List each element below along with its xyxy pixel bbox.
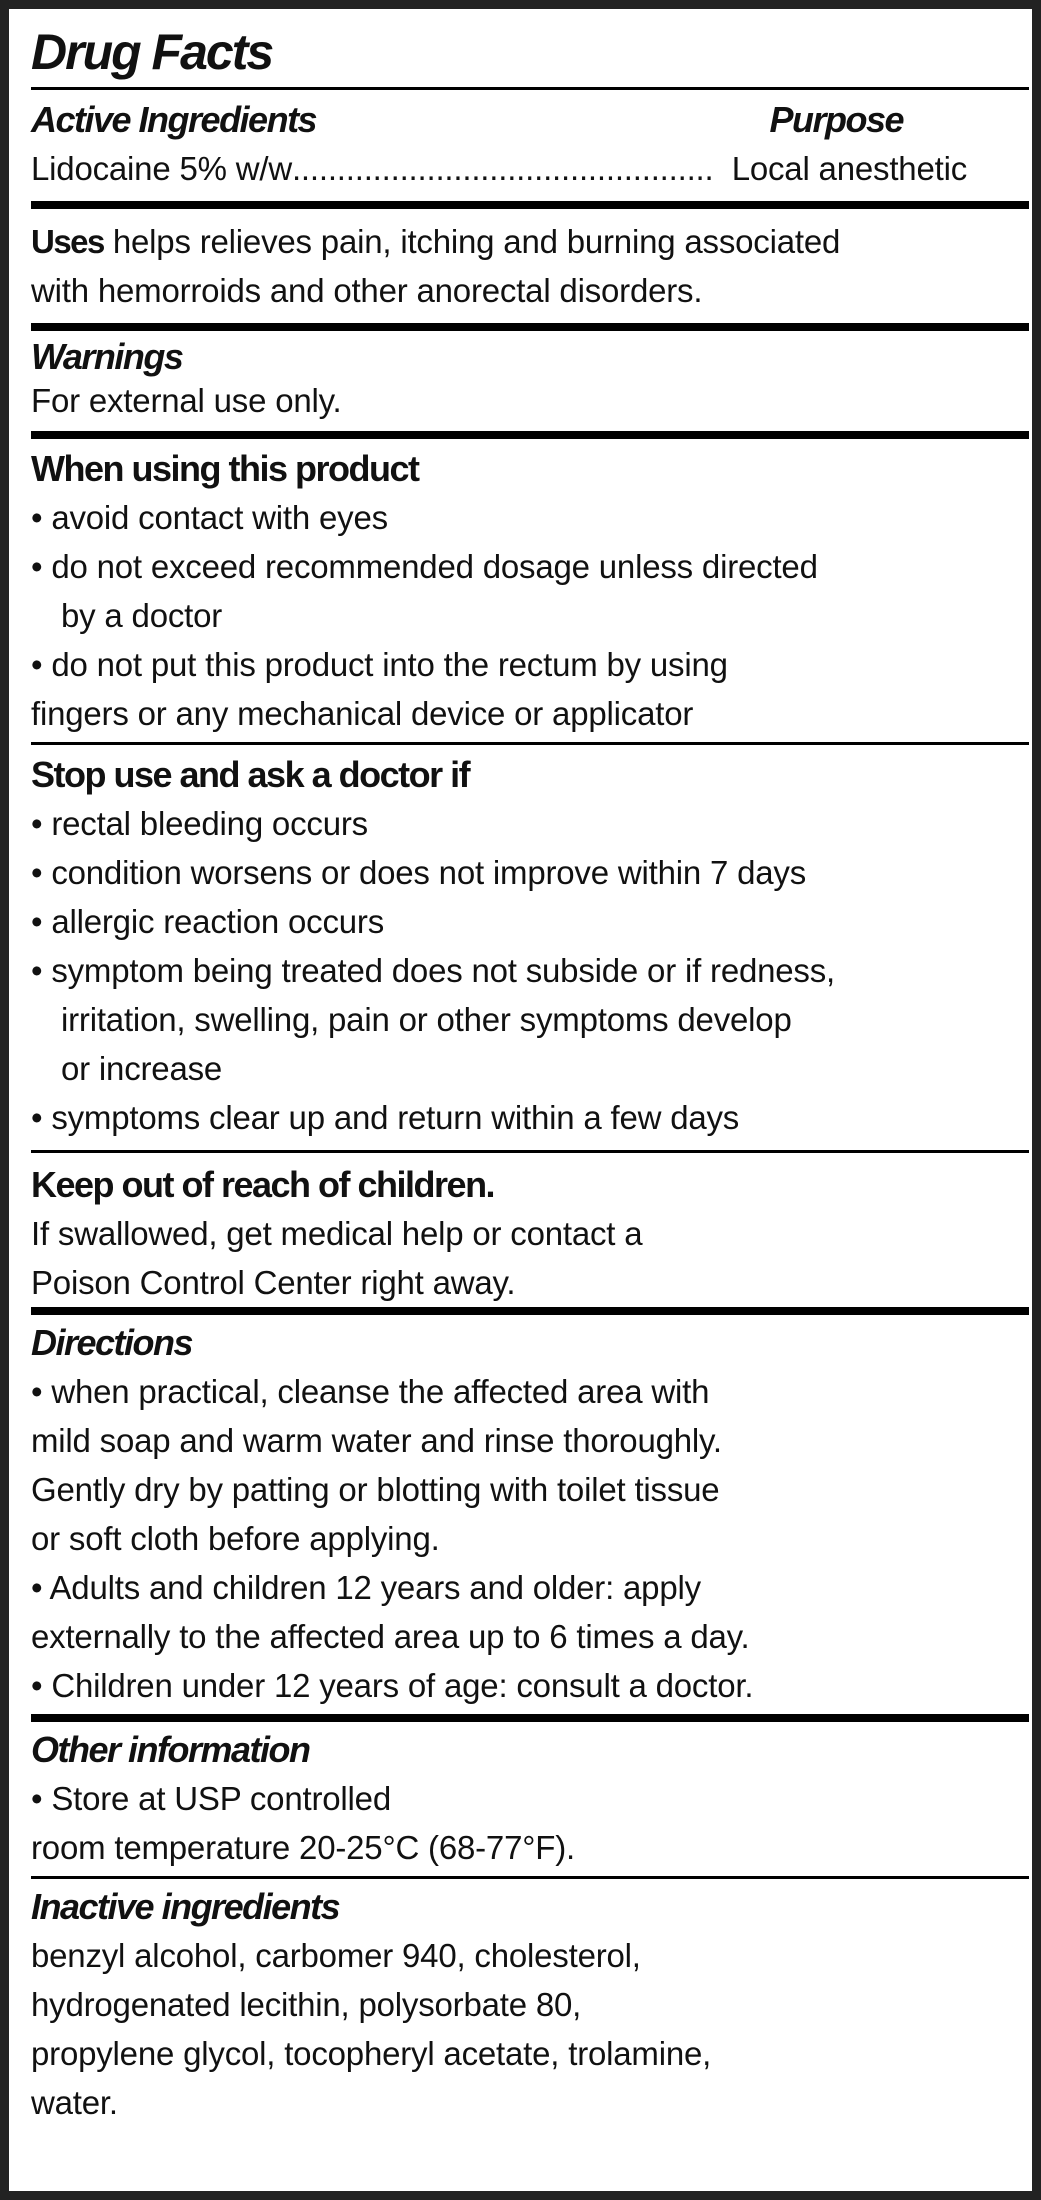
directions-item-1-cont-1: mild soap and warm water and rinse thoroughly. [31, 1422, 722, 1459]
keep-out-heading: Keep out of reach of children. [31, 1164, 495, 1205]
directions-item-2-cont: externally to the affected area up to 6 times a day. [31, 1618, 750, 1655]
active-ingredient-name: Lidocaine 5% w/w [31, 150, 292, 187]
directions-item-1: • when practical, cleanse the affected area with [31, 1373, 710, 1410]
directions-item-1-cont-3: or soft cloth before applying. [31, 1520, 440, 1557]
inactive-ingredients-line-1: benzyl alcohol, carbomer 940, cholesterol, [31, 1937, 641, 1974]
divider [31, 323, 1029, 331]
inactive-ingredients-list [31, 1931, 1029, 2127]
when-using-item-3-cont: fingers or any mechanical device or applicator [31, 695, 694, 732]
warnings-heading: Warnings [31, 336, 183, 377]
when-using-item-1: • avoid contact with eyes [31, 499, 388, 536]
active-ingredient-purpose: Local anesthetic [731, 150, 967, 187]
directions-item-1-cont-2: Gently dry by patting or blotting with toilet tissue [31, 1471, 720, 1508]
inactive-ingredients-heading: Inactive ingredients [31, 1886, 340, 1927]
stop-use-item-1: • rectal bleeding occurs [31, 805, 368, 842]
stop-use-item-4: • symptom being treated does not subside or if redness, [31, 952, 835, 989]
when-using-list [31, 493, 1029, 738]
uses-text-1: helps relieves pain, itching and burning associated [112, 223, 841, 260]
drug-facts-title: Drug Facts [31, 24, 273, 80]
inactive-ingredients-line-4: water. [31, 2084, 118, 2121]
stop-use-item-5: • symptoms clear up and return within a few days [31, 1099, 740, 1136]
when-using-heading: When using this product [31, 448, 419, 489]
when-using-item-2-cont: by a doctor [61, 597, 223, 634]
stop-use-item-2: • condition worsens or does not improve within 7 days [31, 854, 807, 891]
uses-line-1 [31, 217, 1029, 266]
when-using-item-3: • do not put this product into the rectum by using [31, 646, 728, 683]
uses-line-2: with hemorroids and other anorectal disorders. [31, 272, 703, 309]
drug-facts-panel [9, 9, 1032, 2191]
stop-use-item-4-cont-1: irritation, swelling, pain or other symptoms develop [61, 1001, 792, 1038]
divider [31, 1876, 1029, 1879]
uses-section [31, 217, 1029, 315]
directions-heading: Directions [31, 1322, 193, 1363]
divider [31, 1307, 1029, 1315]
drug-facts-content [31, 9, 1029, 2127]
keep-out-line-1: If swallowed, get medical help or contact a [31, 1215, 643, 1252]
other-information-line-1: • Store at USP controlled [31, 1780, 391, 1817]
active-ingredient-row [31, 144, 1029, 193]
directions-list [31, 1367, 1029, 1710]
other-information-text [31, 1774, 1029, 1872]
divider [31, 201, 1029, 209]
other-information-line-2: room temperature 20-25°C (68-77°F). [31, 1829, 575, 1866]
leader-dots: ............................................... [291, 150, 714, 187]
divider [31, 742, 1029, 745]
stop-use-heading: Stop use and ask a doctor if [31, 754, 470, 795]
inactive-ingredients-line-3: propylene glycol, tocopheryl acetate, trolamine, [31, 2035, 712, 2072]
when-using-item-2: • do not exceed recommended dosage unless directed [31, 548, 818, 585]
inactive-ingredients-line-2: hydrogenated lecithin, polysorbate 80, [31, 1986, 582, 2023]
keep-out-line-2: Poison Control Center right away. [31, 1264, 516, 1301]
warnings-text: For external use only. [31, 382, 342, 419]
divider [31, 1150, 1029, 1153]
other-information-heading: Other information [31, 1729, 310, 1770]
divider [31, 87, 1029, 90]
stop-use-list [31, 799, 1029, 1142]
purpose-heading: Purpose [769, 99, 903, 140]
divider [31, 431, 1029, 439]
directions-item-3: • Children under 12 years of age: consult a doctor. [31, 1667, 754, 1704]
directions-item-2: • Adults and children 12 years and older: apply [31, 1569, 701, 1606]
uses-heading: Uses [31, 223, 104, 260]
divider [31, 1714, 1029, 1722]
stop-use-item-3: • allergic reaction occurs [31, 903, 384, 940]
stop-use-item-4-cont-2: or increase [61, 1050, 223, 1087]
keep-out-text [31, 1209, 1029, 1307]
active-ingredients-header [31, 96, 1029, 144]
active-ingredients-heading: Active Ingredients [31, 99, 317, 140]
